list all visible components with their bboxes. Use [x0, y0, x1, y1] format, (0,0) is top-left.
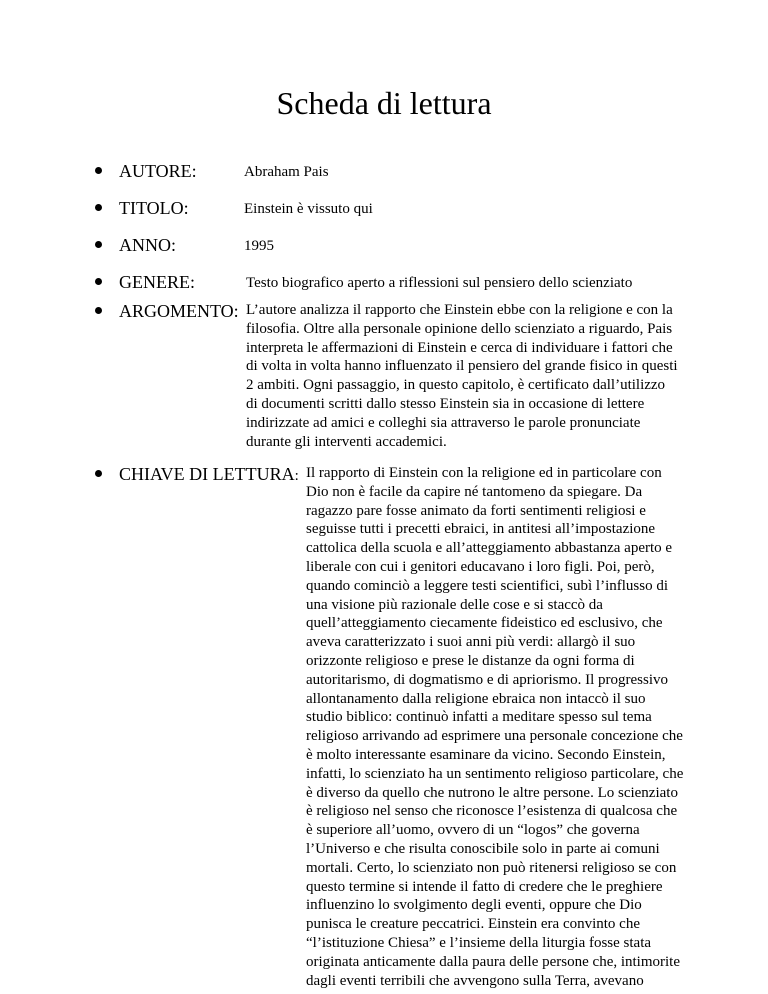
- paragraph-line: religioso arrivando ad esprimere una personale concezione che: [306, 728, 683, 745]
- paragraph-line: di volta in volta hanno influenzato il pensiero del grande fisico in questi: [246, 358, 678, 375]
- paragraph-line: indirizzate ad amici e colleghi sia attraverso le parole pronunciate: [246, 414, 641, 431]
- paragraph-line: di documenti scritti dallo stesso Einstein sia in occasione di lettere: [246, 395, 645, 412]
- paragraph-line: interpreta le affermazioni di Einstein e cerca di individuare i fattori che: [246, 339, 673, 356]
- paragraph-line: orizzonte religioso e prese le distanze da ogni forma di: [306, 652, 635, 669]
- paragraph-line: cattolica della scuola e all’atteggiamento abbastanza aperto e: [306, 540, 673, 557]
- field-label: [119, 463, 299, 487]
- paragraph-line: è diverso da quello che nutrono le altre persone. Lo scienziato: [306, 784, 678, 801]
- field-value: Abraham Pais: [244, 164, 329, 180]
- paragraph-line: originata anticamente dalla paura delle persone che, intimorite: [306, 953, 681, 970]
- paragraph-line: questo termine si intende il fatto di credere che le preghiere: [306, 878, 663, 895]
- paragraph-line: “l’istituzione Chiesa” e l’insieme della liturgia fosse stata: [306, 934, 652, 951]
- paragraph-line: Il rapporto di Einstein con la religione ed in particolare con: [306, 465, 662, 481]
- paragraph-line: dagli eventi terribili che avvengono sulla Terra, avevano: [306, 972, 644, 989]
- paragraph-line: autoritarismo, di dogmatismo e di apriorismo. Il progressivo: [306, 671, 669, 688]
- bullet-icon: [95, 167, 102, 174]
- field-label: ANNO:: [119, 235, 176, 255]
- paragraph-line: l’Universo e che risulta conoscibile solo in parte ai comuni: [306, 840, 660, 857]
- bullet-icon: [95, 278, 102, 285]
- paragraph-line: durante gli interventi accademici.: [246, 433, 447, 450]
- bullet-icon: [95, 204, 102, 211]
- field-value: 1995: [244, 238, 274, 254]
- paragraph-line: Dio non è facile da capire né tantomeno da spiegare. Da: [306, 483, 643, 500]
- paragraph-line: mortali. Certo, lo scienziato non può ritenersi religioso se con: [306, 859, 677, 876]
- field-label: GENERE:: [119, 272, 195, 292]
- paragraph-line: influenzino lo svolgimento degli eventi, oppure che Dio: [306, 897, 642, 914]
- paragraph-line: liberale con cui i genitori educavano i loro figli. Poi, però,: [306, 558, 655, 575]
- chiave-paragraph: [306, 464, 683, 990]
- page-title: Scheda di lettura: [276, 85, 492, 121]
- field-label-text: CHIAVE DI LETTURA: [119, 464, 295, 484]
- bullet-icon: [95, 307, 102, 314]
- paragraph-line: è molto interessante esaminare da vicino. Secondo Einstein,: [306, 746, 666, 763]
- paragraph-line: allontanamento dalla religione ebraica non intaccò il suo: [306, 690, 646, 707]
- paragraph-line: aveva caratterizzato i suoi anni più verdi: allargò il suo: [306, 634, 636, 651]
- paragraph-line: punisca le creature peccatrici. Einstein era convinto che: [306, 916, 640, 933]
- paragraph-line: 2 ambiti. Ogni passaggio, in questo capitolo, è certificato dall’utilizzo: [246, 377, 666, 394]
- paragraph-line: filosofia. Oltre alla personale opinione dello scienziato a riguardo, Pais: [246, 320, 673, 337]
- field-label: TITOLO:: [119, 198, 189, 218]
- paragraph-line: una visione più razionale delle cose e si staccò da: [306, 596, 603, 613]
- paragraph-line: studio biblico: continuò infatti a meditare spesso sul tema: [306, 709, 652, 726]
- paragraph-line: è religioso nel senso che riconosce l’esistenza di qualcosa che: [306, 803, 678, 820]
- field-label: ARGOMENTO:: [119, 301, 239, 321]
- argomento-paragraph: [246, 301, 678, 451]
- paragraph-line: infatti, lo scienziato ha un sentimento religioso particolare, che: [306, 765, 684, 782]
- bullet-icon: [95, 470, 102, 477]
- field-value: Einstein è vissuto qui: [244, 201, 373, 217]
- field-label-colon: :: [294, 468, 299, 484]
- paragraph-line: L’autore analizza il rapporto che Einstein ebbe con la religione e con la: [246, 302, 673, 318]
- field-label: AUTORE:: [119, 161, 197, 181]
- paragraph-line: quando cominciò a leggere testi scientifici, subì l’influsso di: [306, 577, 668, 594]
- bullet-icon: [95, 241, 102, 248]
- paragraph-line: è superiore all’uomo, ovvero di un “logos” che governa: [306, 822, 640, 839]
- paragraph-line: quell’atteggiamento ciecamente fideistico ed esclusivo, che: [306, 615, 663, 632]
- field-value: Testo biografico aperto a riflessioni sul pensiero dello scienziato: [246, 275, 633, 291]
- paragraph-line: seguisse tutti i precetti ebraici, in antitesi all’impostazione: [306, 521, 656, 538]
- paragraph-line: ragazzo pare fosse animato da forti sentimenti religiosi e: [306, 502, 646, 519]
